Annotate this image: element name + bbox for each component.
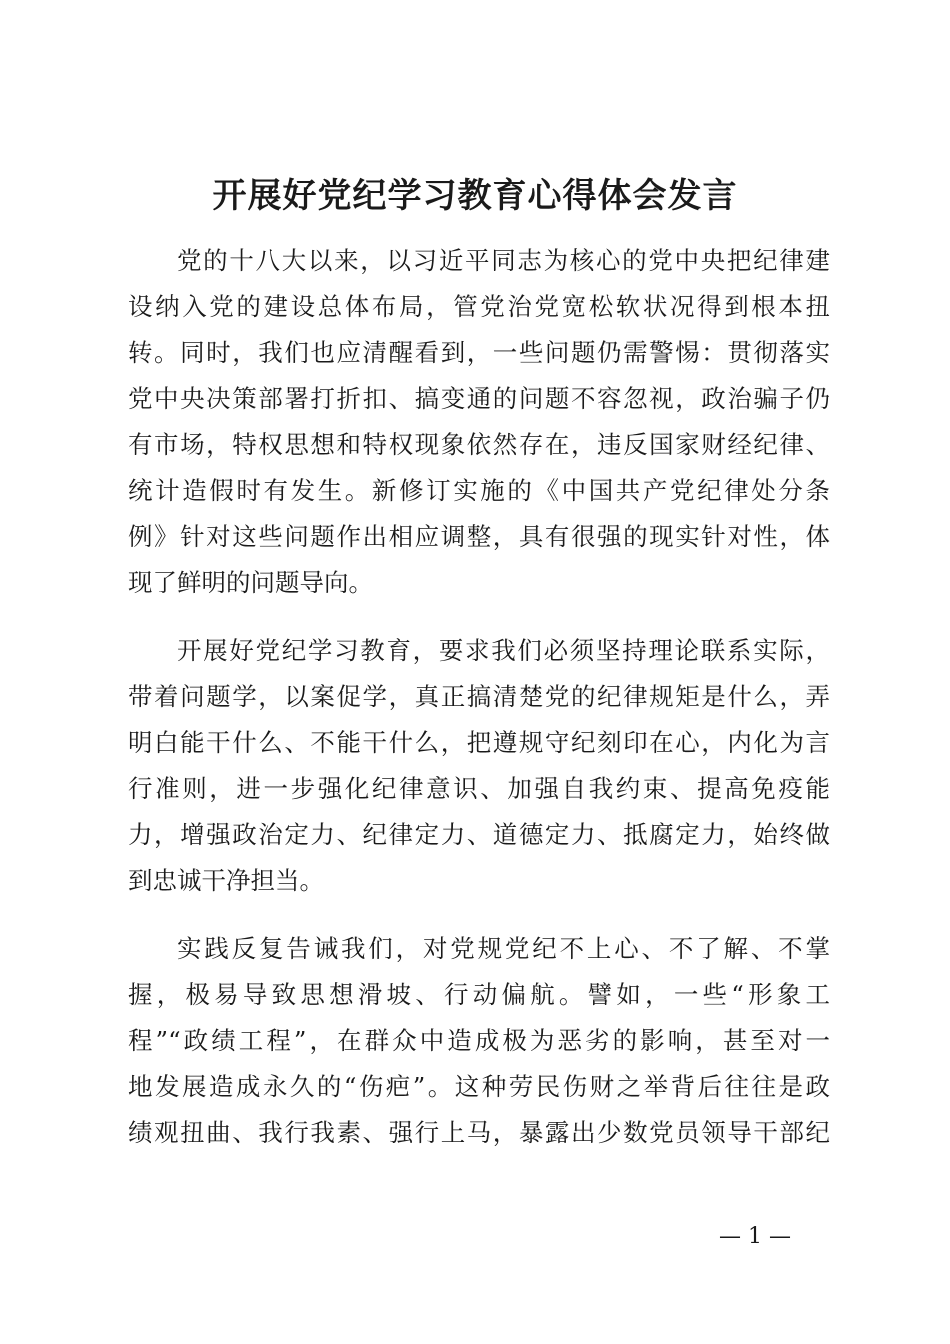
text-line: 带着问题学，以案促学，真正搞清楚党的纪律规矩是什么，弄: [128, 682, 830, 711]
paragraph-3: [128, 926, 830, 1156]
text-line: 转。同时，我们也应清醒看到，一些问题仍需警惕：贯彻落实: [128, 338, 830, 367]
document-body: [128, 238, 830, 1178]
page-number: — 1 —: [719, 1224, 791, 1249]
text-line: 设纳入党的建设总体布局，管党治党宽松软状况得到根本扭: [128, 292, 830, 321]
text-line: 明白能干什么、不能干什么，把遵规守纪刻印在心，内化为言: [128, 728, 830, 757]
paragraph-2: [128, 628, 830, 904]
document-title: 开展好党纪学习教育心得体会发言: [212, 176, 738, 216]
text-line: 绩观扭曲、我行我素、强行上马，暴露出少数党员领导干部纪: [128, 1118, 830, 1147]
text-line: 到忠诚干净担当。: [128, 866, 324, 895]
text-line: 党中央决策部署打折扣、搞变通的问题不容忽视，政治骗子仍: [128, 384, 830, 413]
text-line: 握，极易导致思想滑坡、行动偏航。譬如，一些“形象工: [128, 980, 830, 1009]
paragraph-1: [128, 238, 830, 606]
text-line: 地发展造成永久的“伤疤”。这种劳民伤财之举背后往往是政: [128, 1072, 830, 1101]
text-line: 现了鲜明的问题导向。: [128, 568, 373, 597]
text-line: 统计造假时有发生。新修订实施的《中国共产党纪律处分条: [128, 476, 830, 505]
text-line: 力，增强政治定力、纪律定力、道德定力、抵腐定力，始终做: [128, 820, 830, 849]
text-line: 开展好党纪学习教育，要求我们必须坚持理论联系实际，: [177, 636, 830, 665]
text-line: 例》针对这些问题作出相应调整，具有很强的现实针对性，体: [128, 522, 830, 551]
text-line: 实践反复告诫我们，对党规党纪不上心、不了解、不掌: [177, 934, 830, 963]
text-line: 有市场，特权思想和特权现象依然存在，违反国家财经纪律、: [128, 430, 830, 459]
text-line: 程”“政绩工程”，在群众中造成极为恶劣的影响，甚至对一: [128, 1026, 830, 1055]
text-line: 党的十八大以来，以习近平同志为核心的党中央把纪律建: [177, 246, 830, 275]
text-line: 行准则，进一步强化纪律意识、加强自我约束、提高免疫能: [128, 774, 830, 803]
